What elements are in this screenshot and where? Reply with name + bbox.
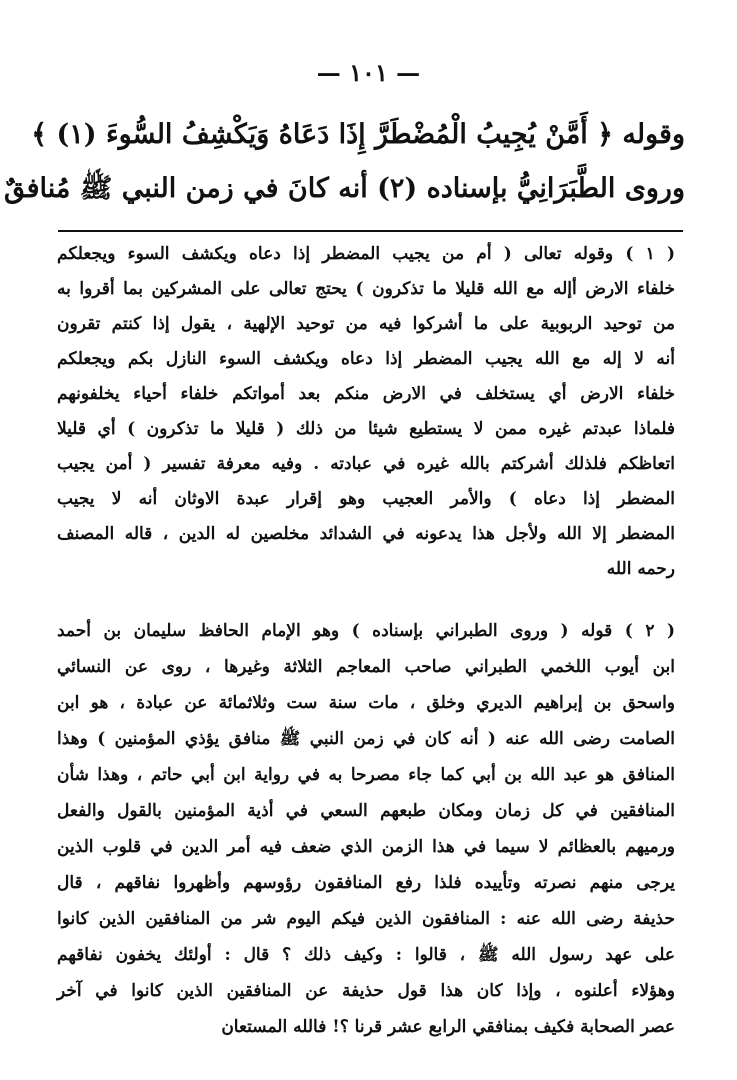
main-text-line: وروى الطَّبَرَانِيُّ بإسناده (٢) أنه كانَ في زمن النبي ﷺ مُنافقٌ	[4, 173, 685, 204]
footnote-line: خلفاء الارض أي يستخلف في الارض منكم بعد أمواتكم خلفاء أحياء يخلفونهم	[57, 384, 675, 404]
footnote-line: عصر الصحابة فكيف بمنافقي الرابع عشر قرنا ؟! فالله المستعان	[221, 1017, 675, 1037]
footnote-line: الصامت رضى الله عنه ( أنه كان في زمن النبي ﷺ منافق يؤذي المؤمنين ) وهذا	[57, 729, 675, 749]
footnote-line: ورميهم بالعظائم لا سيما في هذا الزمن الذي ضعف فيه أمر الدين في قلوب الذين	[57, 837, 676, 857]
footnote-line: ( ١ ) وقوله تعالى ( أم من يجيب المضطر إذا دعاه ويكشف السوء ويجعلكم	[57, 244, 675, 264]
footnote-divider	[58, 230, 683, 232]
footnote-line: خلفاء الارض أإله مع الله قليلا ما تذكرون ) يحتج تعالى على المشركين بما أقروا به	[57, 279, 675, 299]
footnote-line: رحمه الله	[606, 559, 675, 579]
footnote-line: أنه لا إله مع الله يجيب المضطر إذا دعاه ويكشف السوء النازل بكم ويجعلكم	[57, 349, 675, 369]
footnote-line: وهؤلاء أعلنوه ، وإذا كان هذا قول حذيفة عن المنافقين الذين كانوا في آخر	[57, 981, 675, 1001]
footnote-line: واسحق بن إبراهيم الديري وخلق ، مات سنة ست وثلاثمائة عن عبادة ، هو ابن	[57, 693, 675, 713]
footnote-line: ابن أيوب اللخمي الطبراني صاحب المعاجم الثلاثة وغيرها ، روى عن النسائي	[57, 657, 675, 677]
footnote-line: اتعاظكم فلذلك أشركتم بالله غيره في عبادته . وفيه معرفة تفسير ( أمن يجيب	[57, 454, 675, 474]
main-text-line: وقوله ﴿ أَمَّنْ يُجِيبُ الْمُضْطَرَّ إِذَا دَعَاهُ وَيَكْشِفُ السُّوءَ (١) ﴾	[31, 119, 685, 150]
footnote-line: المضطر إذا دعاه ) والأمر العجيب وهو إقرار عبدة الاوثان أنه لا يجيب	[57, 489, 675, 509]
footnote-1	[57, 237, 675, 587]
footnote-line: المنافقين في كل زمان ومكان طبعهم السعي في أذية المؤمنين بالقول والفعل	[57, 801, 675, 821]
footnote-line: المنافق هو عبد الله بن أبي كما جاء مصرحا به في رواية ابن أبي حاتم ، وهذا شأن	[57, 765, 675, 785]
main-text	[4, 108, 685, 216]
footnote-line: ( ٢ ) قوله ( وروى الطبراني بإسناده ) وهو الإمام الحافظ سليمان بن أحمد	[57, 621, 675, 641]
footnote-2	[57, 613, 675, 1045]
footnote-line: من توحيد الربوبية على ما أشركوا فيه من توحيد الإلهية ، يقول إذا كنتم تقرون	[57, 314, 675, 334]
footnote-line: فلماذا عبدتم غيره ممن لا يستطيع شيئا من ذلك ( قليلا ما تذكرون ) أي قليلا	[57, 419, 675, 439]
footnote-line: حذيفة رضى الله عنه : المنافقون الذين فيكم اليوم شر من المنافقين الذين كانوا	[57, 909, 675, 929]
footnote-line: يرجى منهم نصرته وتأييده فلذا رفع المنافقون رؤوسهم وأظهروا نفاقهم ، قال	[57, 873, 675, 893]
footnote-line: المضطر إلا الله ولأجل هذا يدعونه في الشدائد مخلصين له الدين ، قاله المصنف	[57, 524, 675, 544]
footnote-line: على عهد رسول الله ﷺ ، قالوا : وكيف ذلك ؟ قال : أولئك يخفون نفاقهم	[57, 945, 675, 965]
page-number: — ١٠١ —	[316, 58, 421, 87]
